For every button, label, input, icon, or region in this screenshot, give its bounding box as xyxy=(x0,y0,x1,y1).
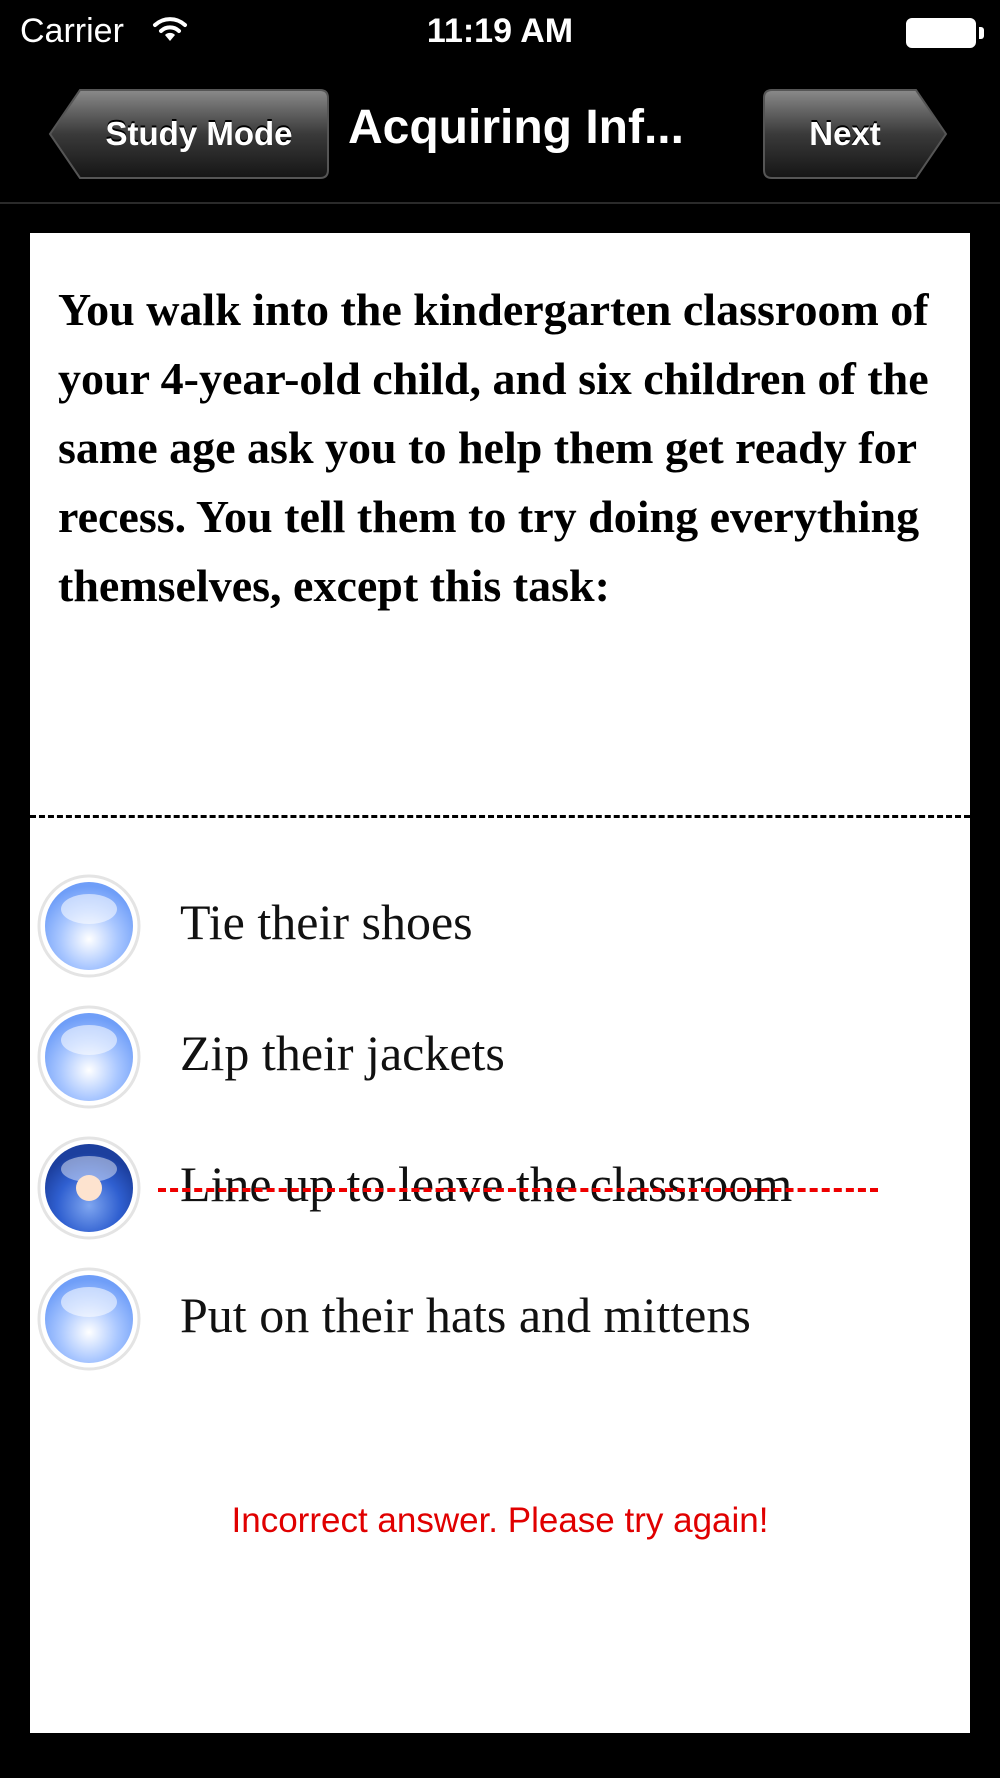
question-card xyxy=(30,233,970,1733)
battery-icon xyxy=(906,18,976,48)
radio-button-unselected-icon[interactable] xyxy=(36,1004,142,1110)
option-label: Tie their shoes xyxy=(180,894,473,950)
navigation-bar xyxy=(0,70,1000,204)
clock: 11:19 AM xyxy=(426,12,574,50)
radio-button-unselected-icon[interactable] xyxy=(36,873,142,979)
next-button[interactable] xyxy=(762,88,948,180)
next-label: Next xyxy=(809,115,881,152)
dashed-divider xyxy=(30,815,970,818)
status-bar xyxy=(0,0,1000,70)
radio-button-unselected-icon[interactable] xyxy=(36,1266,142,1372)
option-label: Zip their jackets xyxy=(180,1025,505,1081)
answer-option[interactable] xyxy=(30,873,970,983)
study-mode-back-button[interactable] xyxy=(48,88,330,180)
strikethrough-line xyxy=(158,1188,878,1192)
radio-button-selected-icon[interactable] xyxy=(36,1135,142,1241)
answer-option[interactable] xyxy=(30,1004,970,1114)
answer-option-selected[interactable] xyxy=(30,1135,970,1245)
answer-option[interactable] xyxy=(30,1266,970,1376)
carrier-label: Carrier xyxy=(20,12,124,50)
feedback-message: Incorrect answer. Please try again! xyxy=(231,1501,769,1540)
page-title: Acquiring Inf... xyxy=(348,101,684,154)
option-label: Line up to leave the classroom xyxy=(180,1156,793,1212)
battery-tip xyxy=(979,27,984,39)
question-text: You walk into the kindergarten classroom of your 4-year-old child, and six children of the same age ask you to help them get ready for recess. You tell them to try doing everything themselves, except this task: xyxy=(58,284,929,611)
study-mode-label: Study Mode xyxy=(105,115,293,152)
option-label: Put on their hats and mittens xyxy=(180,1287,751,1343)
